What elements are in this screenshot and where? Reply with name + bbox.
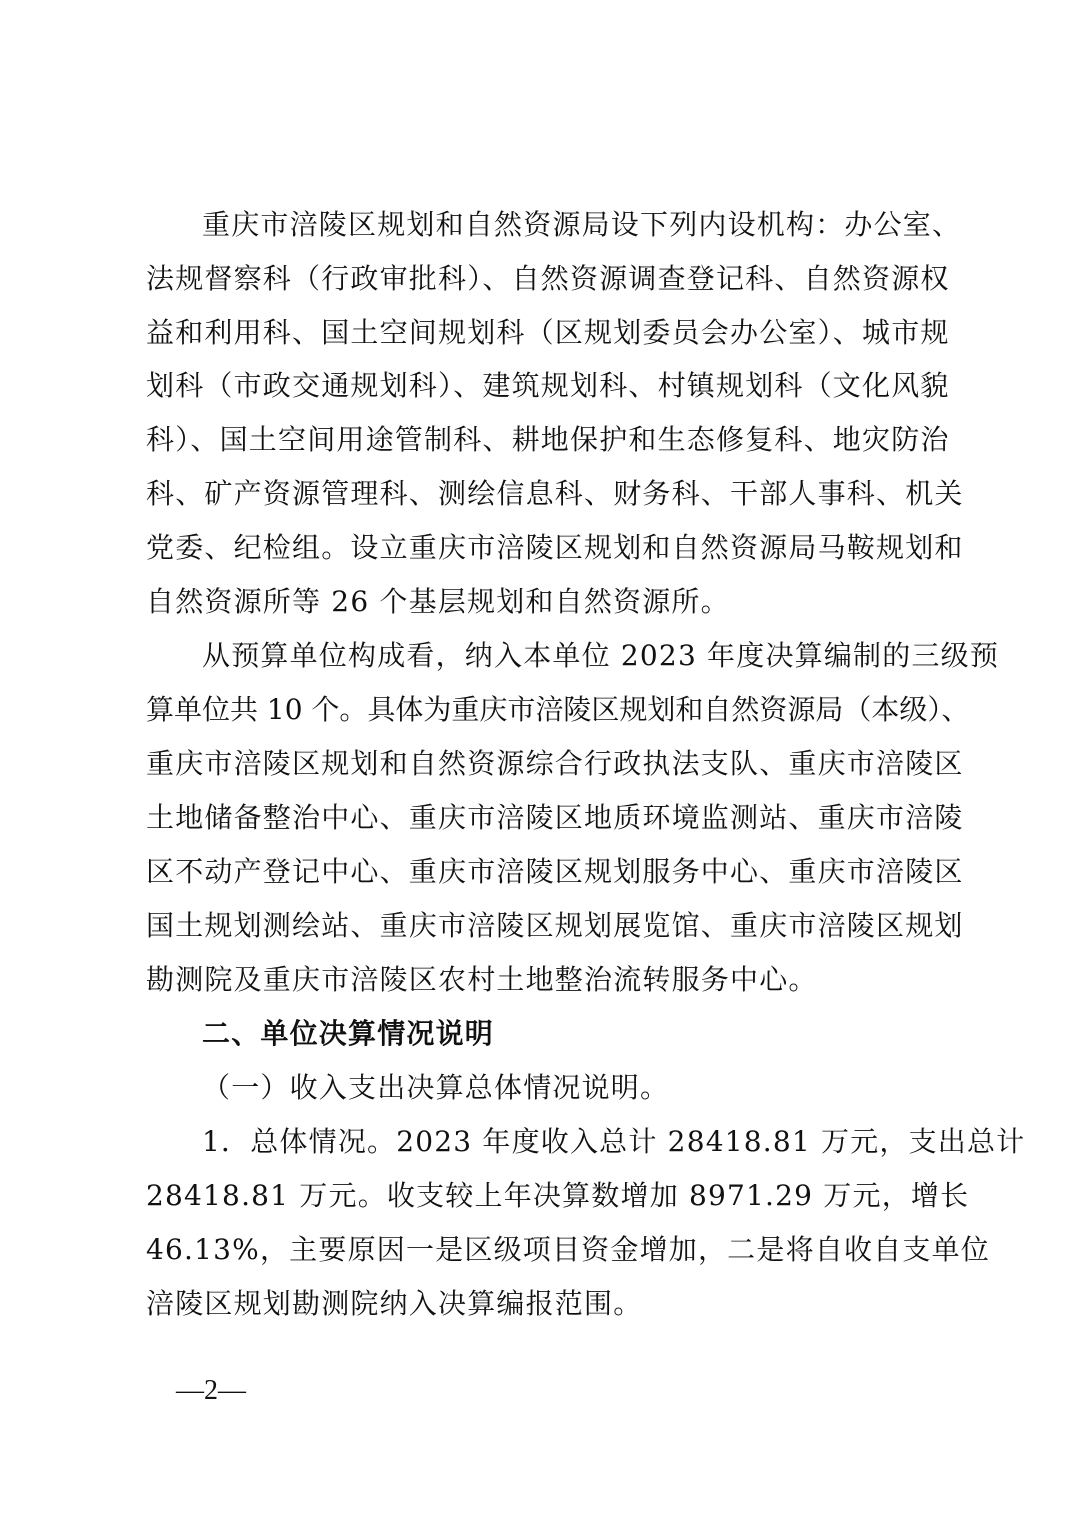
paragraph-2-line-7: 勘测院及重庆市涪陵区农村土地整治流转服务中心。 [146,963,818,996]
paragraph-2-line-1: 从预算单位构成看，纳入本单位 2023 年度决算编制的三级预 [202,639,1000,672]
paragraph-1-line-6: 科、矿产资源管理科、测绘信息科、财务科、干部人事科、机关 [146,477,964,510]
paragraph-3-line-1: 1．总体情况。2023 年度收入总计 28418.81 万元，支出总计 [202,1125,1026,1158]
paragraph-2-line-2: 算单位共 10 个。具体为重庆市涪陵区规划和自然资源局（本级）、 [146,693,970,726]
paragraph-1-line-3: 益和利用科、国土空间规划科（区规划委员会办公室）、城市规 [146,316,950,349]
page-number: —2— [176,1375,246,1406]
subsection-heading: （一）收入支出决算总体情况说明。 [202,1071,670,1104]
paragraph-2-line-4: 土地储备整治中心、重庆市涪陵区地质环境监测站、重庆市涪陵 [146,801,964,834]
paragraph-1-line-4: 划科（市政交通规划科）、建筑规划科、村镇规划科（文化风貌 [146,369,950,402]
paragraph-3-line-2: 28418.81 万元。收支较上年决算数增加 8971.29 万元，增长 [146,1179,970,1212]
paragraph-2-line-3: 重庆市涪陵区规划和自然资源综合行政执法支队、重庆市涪陵区 [146,747,964,780]
paragraph-1-line-5: 科）、国土空间用途管制科、耕地保护和生态修复科、地灾防治 [146,423,950,456]
paragraph-1-line-8: 自然资源所等 26 个基层规划和自然资源所。 [146,585,730,618]
section-heading: 二、单位决算情况说明 [202,1017,495,1050]
paragraph-3-line-4: 涪陵区规划勘测院纳入决算编报范围。 [146,1287,643,1320]
paragraph-2-line-5: 区不动产登记中心、重庆市涪陵区规划服务中心、重庆市涪陵区 [146,855,964,888]
paragraph-1-line-2: 法规督察科（行政审批科）、自然资源调查登记科、自然资源权 [146,262,950,295]
paragraph-3-line-3: 46.13%，主要原因一是区级项目资金增加，二是将自收自支单位 [146,1233,990,1266]
paragraph-1-line-7: 党委、纪检组。设立重庆市涪陵区规划和自然资源局马鞍规划和 [146,531,964,564]
paragraph-2-line-6: 国土规划测绘站、重庆市涪陵区规划展览馆、重庆市涪陵区规划 [146,909,964,942]
paragraph-1-line-1: 重庆市涪陵区规划和自然资源局设下列内设机构：办公室、 [202,208,962,241]
